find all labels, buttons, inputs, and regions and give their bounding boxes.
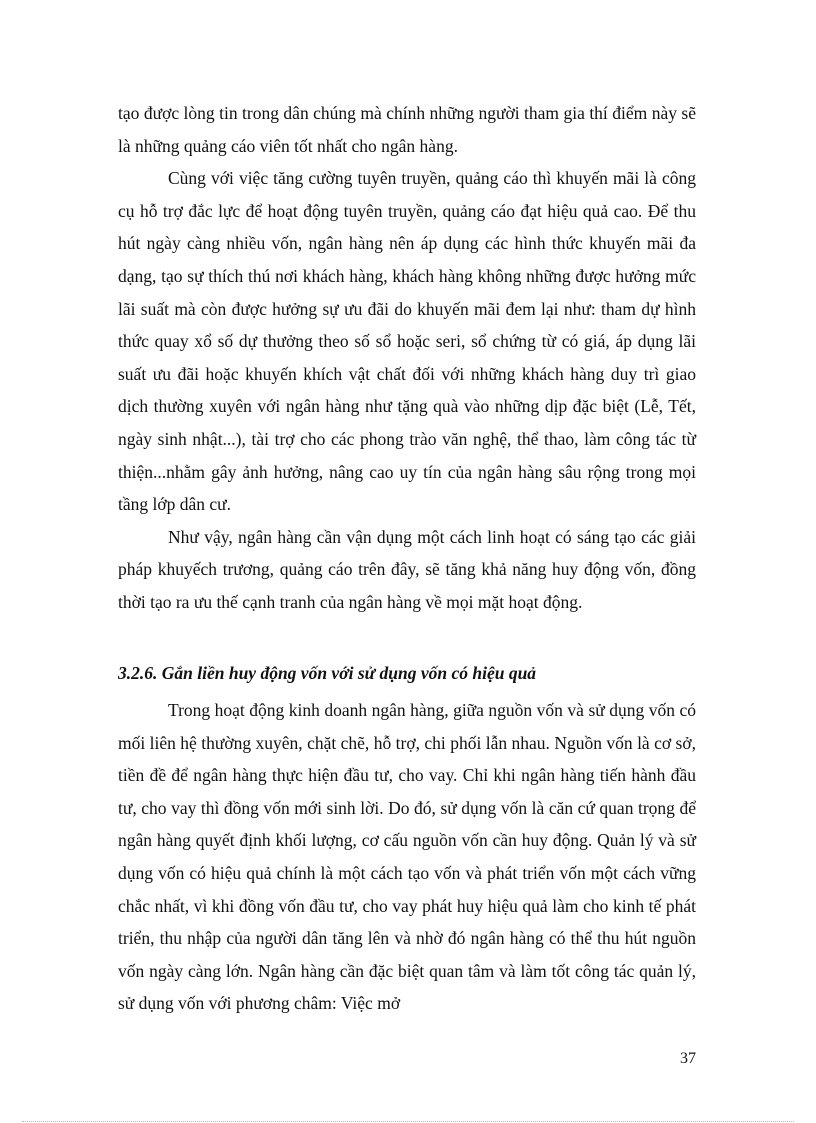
body-text-bottom [118,694,696,1020]
paragraph: tạo được lòng tin trong dân chúng mà chính những người tham gia thí điểm này sẽ là những quảng cáo viên tốt nhất cho ngân hàng. [118,103,696,156]
paragraph: Cùng với việc tăng cường tuyên truyền, quảng cáo thì khuyến mãi là công cụ hỗ trợ đắc lực để hoạt động tuyên truyền, quảng cáo đạt hiệu quả cao. Để thu hút ngày càng nhiều vốn, ngân hàng nên áp dụng các hình thức khuyến mãi đa dạng, tạo sự thích thú nơi khách hàng, khách hàng không những được hưởng mức lãi suất mà còn được hưởng sự ưu đãi do khuyến mãi đem lại như: tham dự hình thức quay xổ số dự thưởng theo số sổ hoặc seri, sổ chứng từ có giá, áp dụng lãi suất ưu đãi hoặc khuyến khích vật chất đối với những khách hàng duy trì giao dịch thường xuyên với ngân hàng như tặng quà vào những dịp đặc biệt (Lễ, Tết, ngày sinh nhật...), tài trợ cho các phong trào văn nghệ, thể thao, làm công tác từ thiện...nhằm gây ảnh hưởng, nâng cao uy tín của ngân hàng sâu rộng trong mọi tầng lớp dân cư. [118,168,696,515]
paragraph: Trong hoạt động kinh doanh ngân hàng, giữa nguồn vốn và sử dụng vốn có mối liên hệ thường xuyên, chặt chẽ, hỗ trợ, chi phối lẫn nhau. Nguồn vốn là cơ sở, tiền đề để ngân hàng thực hiện đầu tư, cho vay. Chỉ khi ngân hàng tiến hành đầu tư, cho vay thì đồng vốn mới sinh lời. Do đó, sử dụng vốn là căn cứ quan trọng để ngân hàng quyết định khối lượng, cơ cấu nguồn vốn cần huy động. Quản lý và sử dụng vốn có hiệu quả chính là một cách tạo vốn và phát triển vốn một cách vững chắc nhất, vì khi đồng vốn đầu tư, cho vay phát huy hiệu quả làm cho kinh tế phát triển, thu nhập của người dân tăng lên và nhờ đó ngân hàng có thể thu hút nguồn vốn ngày càng lớn. Ngân hàng cần đặc biệt quan tâm và làm tốt công tác quản lý, sử dụng vốn với phương châm: Việc mở [118,700,696,1014]
body-text-top [118,97,696,619]
section-heading: 3.2.6. Gắn liền huy động vốn với sử dụng vốn có hiệu quả [118,663,537,683]
paragraph: Như vậy, ngân hàng cần vận dụng một cách linh hoạt có sáng tạo các giải pháp khuyếch trương, quảng cáo trên đây, sẽ tăng khả năng huy động vốn, đồng thời tạo ra ưu thế cạnh tranh của ngân hàng về mọi mặt hoạt động. [118,526,696,612]
page-number: 37 [680,1050,696,1067]
page-bottom-divider [22,1121,794,1122]
